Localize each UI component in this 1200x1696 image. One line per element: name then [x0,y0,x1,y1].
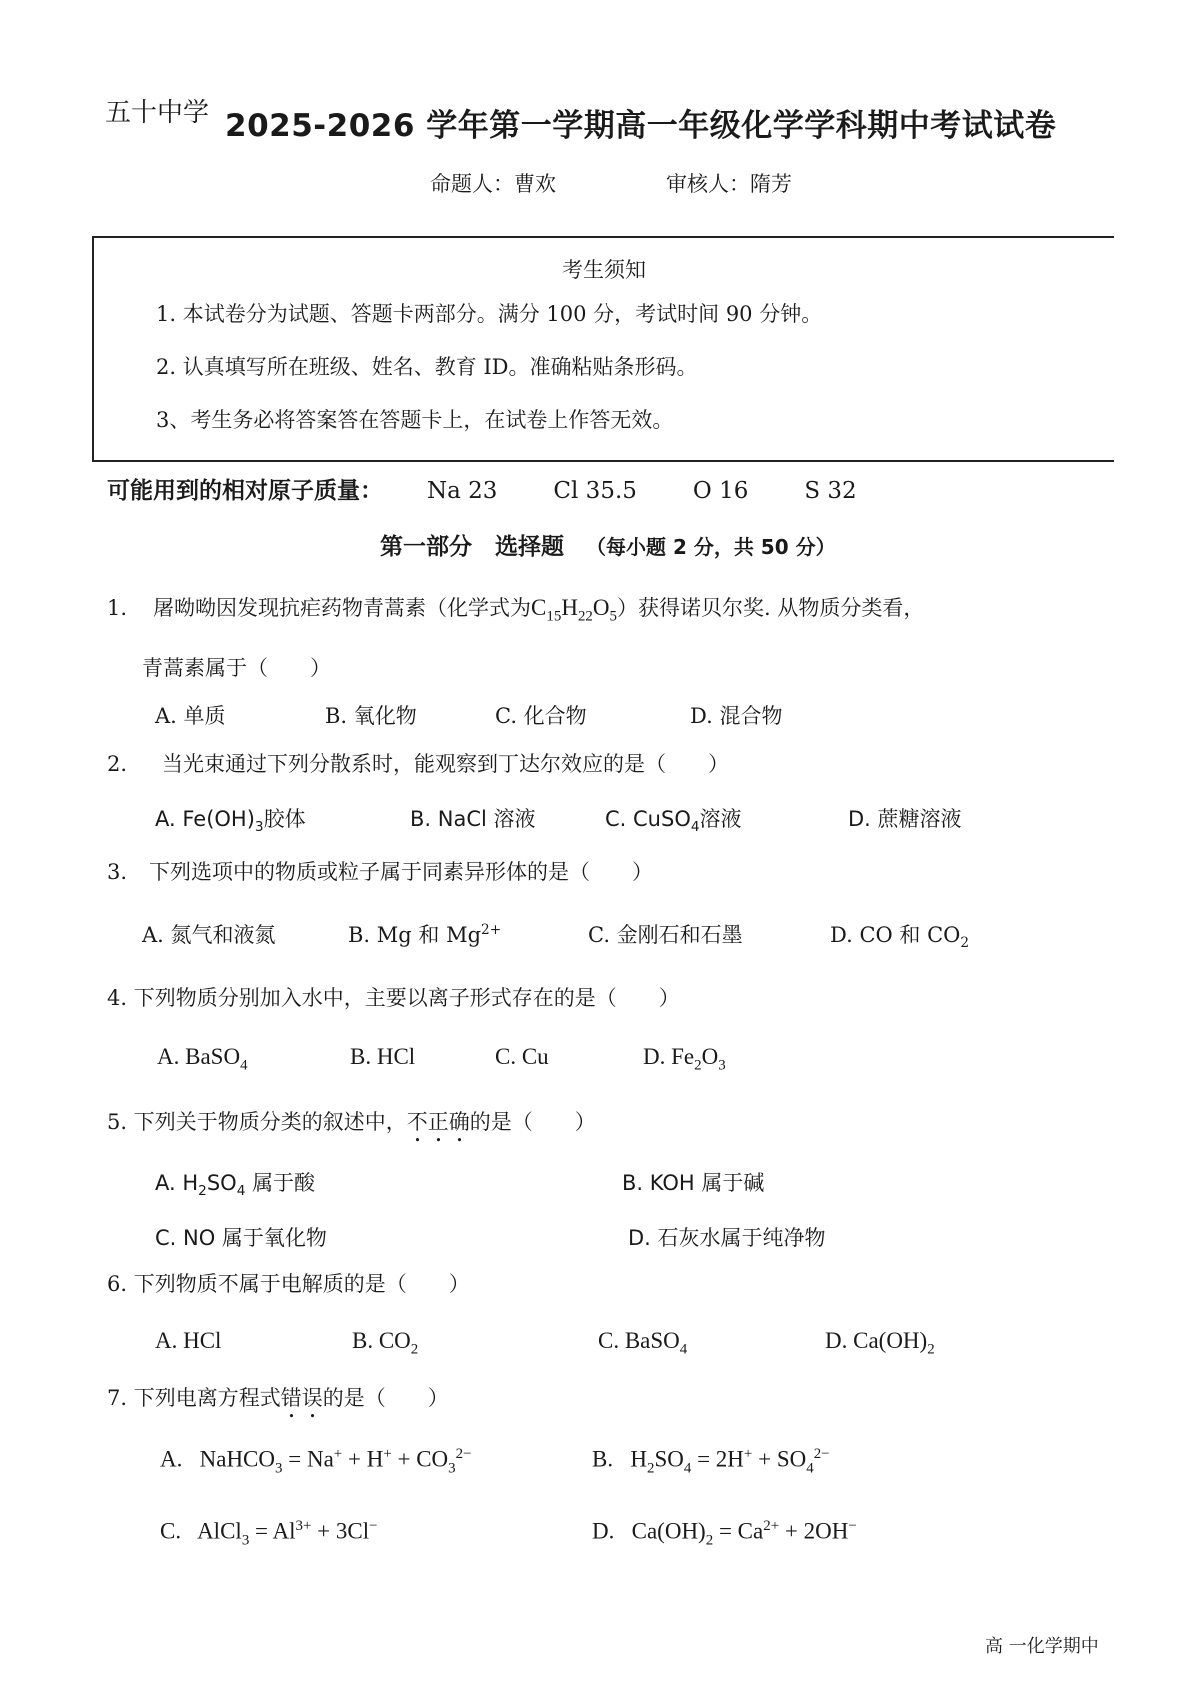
school-name: 五十中学 [105,98,210,128]
question-1-cont: 青蒿素属于（ ） [142,656,331,680]
option-a: A. HCl [155,1328,222,1353]
option-d: D. $Fe_2O_3$ [643,1044,726,1074]
question-3 [107,856,653,886]
notice-title: 考生须知 [562,258,646,282]
option-a: A. BaSO$_4$ [157,1044,248,1074]
section-title-text: 第一部分 选择题 [380,534,564,560]
option-c: C. NO 属于氧化物 [155,1226,327,1250]
question-number: 2. [107,752,128,776]
option-a: A. 单质 [155,704,226,728]
option-c: C. 化合物 [495,704,587,728]
author-line [430,168,792,198]
page-footer: 高 一化学期中 [985,1636,1099,1657]
question-4: 4. 下列物质分别加入水中，主要以离子形式存在的是（ ） [107,986,680,1010]
section-note: （每小题 2 分，共 50 分） [586,535,836,559]
emphasis-text: 不正确 [406,1110,470,1134]
option-a: A. $Fe(OH)_3$胶体 [155,807,306,836]
option-d: D. $Ca(OH)_2$ [825,1328,935,1358]
option-b: B. HCl [350,1044,416,1069]
option-d: D. 石灰水属于纯净物 [628,1226,826,1250]
question-number: 1. [107,596,128,620]
question-6: 6. 下列物质不属于电解质的是（ ） [107,1272,470,1296]
emphasis-text: 错误 [280,1386,323,1410]
option-d: D. $Ca(OH)_2 = Ca^{2+} + 2OH^-$ [592,1518,857,1549]
option-b: B. NaCl 溶液 [410,807,536,831]
mass-value: Na 23 [427,478,498,504]
notice-item-1: 1. 本试卷分为试题、答题卡两部分。满分 100 分，考试时间 90 分钟。 [156,302,823,326]
option-c: C. BaSO$_4$ [598,1328,688,1358]
option-c: C. Cu [495,1044,549,1069]
option-d: D. 混合物 [690,704,783,728]
question-text: 当光束通过下列分散系时，能观察到丁达尔效应的是（ ） [162,752,730,776]
option-c: C. 金刚石和石墨 [588,923,743,947]
option-b: B. Mg 和 $Mg^{2+}$ [348,922,502,947]
mass-value: O 16 [692,478,749,504]
mass-value: S 32 [804,478,857,504]
option-b: B. KOH 属于碱 [622,1171,765,1195]
author: 命题人：曹欢 [430,172,556,196]
formula-c15h22o5: $C_{15}H_{22}O_5$ [531,595,617,625]
question-text: 下列选项中的物质或粒子属于同素异形体的是（ ） [149,860,654,884]
question-text: 屠呦呦因发现抗疟药物青蒿素（化学式为 [153,596,532,620]
question-1 [107,592,924,626]
section-title [380,528,836,561]
option-c: C. AlCl$_3$ = $Al^{3+} + 3Cl^-$ [160,1518,378,1549]
question-text: ）获得诺贝尔奖. 从物质分类看， [616,596,925,620]
option-b: B. $CO_2$ [352,1328,419,1358]
question-7: 7. 下列电离方程式错误的是（ ） [107,1386,449,1410]
atomic-masses-label: 可能用到的相对原子质量： [107,478,383,504]
question-5: 5. 下列关于物质分类的叙述中，不正确的是（ ） [107,1110,596,1134]
notice-item-3: 3、考生务必将答案答在答题卡上，在试卷上作答无效。 [156,408,674,432]
reviewer: 审核人：隋芳 [666,172,792,196]
option-b: B. 氧化物 [325,704,417,728]
option-b: B. $H_2SO_4 = 2H^+ + SO_4^{2-}$ [592,1446,830,1477]
option-a: A. NaHCO$_3$ = $Na^+ + H^+ + CO_3^{2-}$ [160,1446,472,1477]
notice-item-2: 2. 认真填写所在班级、姓名、教育 ID。准确粘贴条形码。 [156,355,698,379]
option-d: D. CO 和 $CO_2$ [830,923,970,952]
question-number: 3. [107,860,128,884]
atomic-masses [107,472,857,505]
option-d: D. 蔗糖溶液 [848,807,962,831]
option-c: C. CuSO$_4$溶液 [605,807,742,836]
question-2 [107,748,729,778]
exam-title: 2025-2026 学年第一学期高一年级化学学科期中考试试卷 [225,108,1057,144]
notice-box [92,236,1114,462]
option-a: A. 氮气和液氮 [142,923,276,947]
option-a: A. $H_2SO_4$ 属于酸 [155,1171,316,1200]
mass-value: Cl 35.5 [553,478,637,504]
